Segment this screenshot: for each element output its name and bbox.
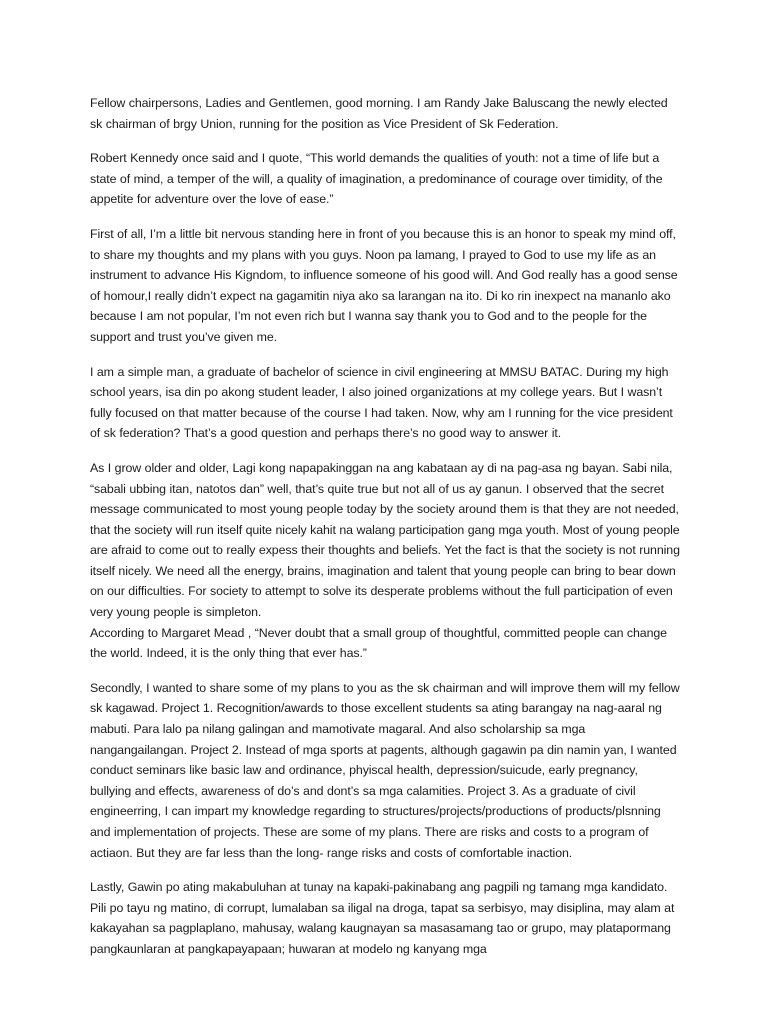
paragraph-lastly: Lastly, Gawin po ating makabuluhan at tunay na kapaki-pakinabang ang pagpili ng tamang mga kandidato. Pili po tayu ng matino, di corrupt, lumalaban sa iligal na droga, tapat sa serbisyo, may disiplina, may alam at kakayahan sa pagplaplano, mahusay, walang kaugnayan sa masasamang tao or grupo, may plataporma​ng pangkaunlaran at pangkapayapaan; huwaran at modelo ng kanyang mga <box>90 880 675 956</box>
document-body <box>90 93 682 974</box>
paragraph-kennedy-quote: Robert Kennedy once said and I quote, “This world demands the qualities of youth: not a time of life but a state of mind, a temper of the will, a quality of imagination, a predominance of courage over timidity, of the appetite for adventure over the love of ease.” <box>90 151 663 207</box>
paragraph-plans: Secondly, I wanted to share some of my plans to you as the sk chairman and will improve them will my fellow sk kagawad. Project 1. Recognition/awards to those excellent students sa ating barangay na nag-aaral ng mabuti. Para lalo pa nilang galingan and mamotivate magaral. And also scholarship sa mga nangangailangan. Project 2. Instead of mga sports at pagents, although gagawin pa din namin yan, I wanted conduct seminars like basic law and ordinance, phyiscal health, depression/suicude, early pregnancy, bullying and effects, awareness of do’s and dont’s sa mga calamities. Project 3. As a graduate of civil engineerring, I can impart my knowledge regarding to structures/projects/productions of products/plsnning and implementation of projects. These are some of my plans. There are risks and costs to a program of actiaon. But they are far less than the long- range risks and costs of comfortable inaction. <box>90 680 680 860</box>
paragraph-background: I am a simple man, a graduate of bachelor of science in civil engineering at MMSU BATAC. During my high school years, isa din po akong student leader, I also joined organizations at my college years. But I wasn’t fully focused on that matter because of the course I had taken. Now, why am I running for the vice president of sk federation? That’s a good question and perhaps there’s no good way to answer it. <box>90 364 673 441</box>
paragraph-greeting: Fellow chairpersons, Ladies and Gentlemen, good morning. I am Randy Jake Baluscang the newly elected sk chairman of brgy Union, running for the position as Vice President of Sk Federation. <box>90 96 668 131</box>
paragraph-youth: As I grow older and older, Lagi kong napapakinggan na ang kabataan ay di na pag-asa ng bayan. Sabi nila, “sabali ubbing itan, natotos dan” well, that’s quite true but not all of us ay ganun. I observed that the secret message communicated to most young people today by the society around them is that they are not needed, that the society will run itself quite nicely kahit na walang participation gang mga youth. Most of young people are afraid to come out to really expess their thoughts and beliefs. Yet the fact is that the society is not running itself nicely. We need all the energy, brains, imagination and talent that young people can bring to bear down on our difficulties. For society to attempt to solve its desperate problems without the full participation of even very young people is simpleton. <box>90 460 680 620</box>
paragraph-first-of-all: First of all, I’m a little bit nervous standing here in front of you because this is an honor to speak my mind off, to share my thoughts and my plans with you guys. Noon pa lamang, I prayed to God to use my life as an instrument to advance His Kigndom, to influence someone of his good will. And God really has a good sense of homour,I really didn’t expect na gagamitin niya ako sa larangan na ito. Di ko rin inexpect na mananlo ako because I am not popular, I’m not even rich but I wanna say thank you to God and to the people for the support and trust you’ve given me. <box>90 226 678 344</box>
paragraph-mead-quote: According to Margaret Mead , “Never doubt that a small group of thoughtful, committed people can change the world. Indeed, it is the only thing that ever has.” <box>90 625 667 661</box>
